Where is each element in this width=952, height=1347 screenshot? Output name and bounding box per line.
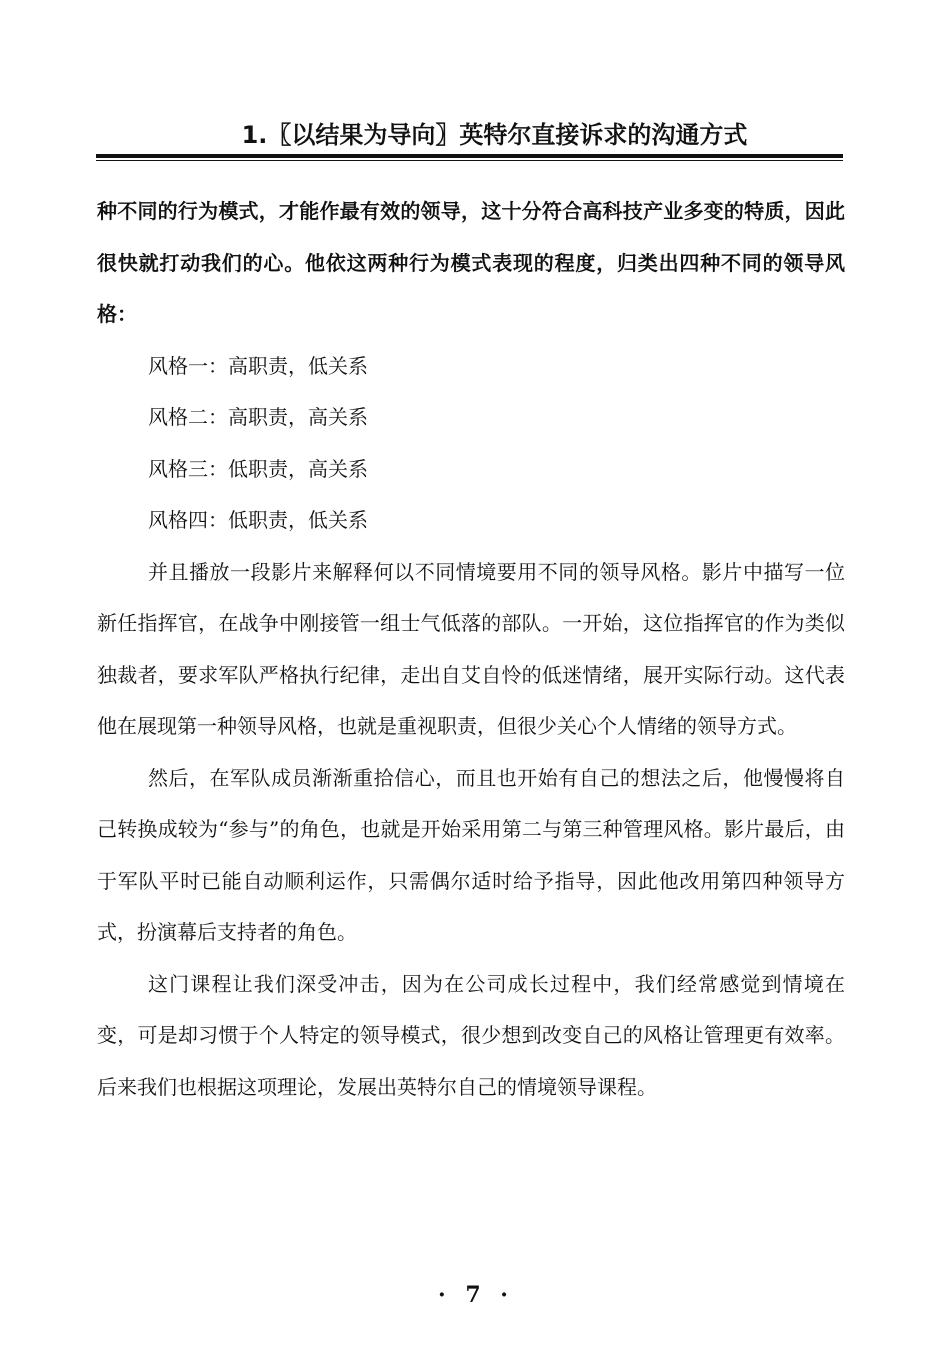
chapter-title: 1.〖以结果为导向〗英特尔直接诉求的沟通方式 <box>241 121 748 149</box>
style-item-1: 风格一：高职责，低关系 <box>148 353 368 378</box>
paragraph-later: 然后，在军队成员渐渐重拾信心，而且也开始有自己的想法之后，他慢慢将自己转换成较为“参与”的角色，也就是开始采用第二与第三种管理风格。影片最后，由于军队平时已能自动顺利运作，只需偶尔适时给予指导，因此他改用第四种领导方式，扮演幕后支持者的角色。 <box>97 765 845 944</box>
style-item-4: 风格四：低职责，低关系 <box>148 508 368 532</box>
style-item-2: 风格二：高职责，高关系 <box>148 405 368 429</box>
style-item-3: 风格三：低职责，高关系 <box>148 456 368 481</box>
header-rule-thin <box>96 160 843 161</box>
paragraph-continued: 种不同的行为模式，才能作最有效的领导，这十分符合高科技产业多变的特质，因此很快就打动我们的心。他依这两种行为模式表现的程度，归类出四种不同的领导风格： <box>97 199 845 326</box>
page-body <box>97 186 845 1113</box>
running-header <box>96 118 843 161</box>
page-number: · 7 · <box>438 1282 514 1308</box>
paragraph-film: 并且播放一段影片来解释何以不同情境要用不同的领导风格。影片中描写一位新任指挥官，在战争中刚接管一组士气低落的部队。一开始，这位指挥官的作为类似独裁者，要求军队严格执行纪律，走出自艾自怜的低迷情绪，展开实际行动。这代表他在展现第一种领导风格，也就是重视职责，但很少关心个人情绪的领导方式。 <box>97 559 845 738</box>
header-rule-thick <box>96 154 843 158</box>
paragraph-course: 这门课程让我们深受冲击，因为在公司成长过程中，我们经常感觉到情境在变，可是却习惯于个人特定的领导模式，很少想到改变自己的风格让管理更有效率。后来我们也根据这项理论，发展出英特尔自己的情境领导课程。 <box>97 971 845 1099</box>
